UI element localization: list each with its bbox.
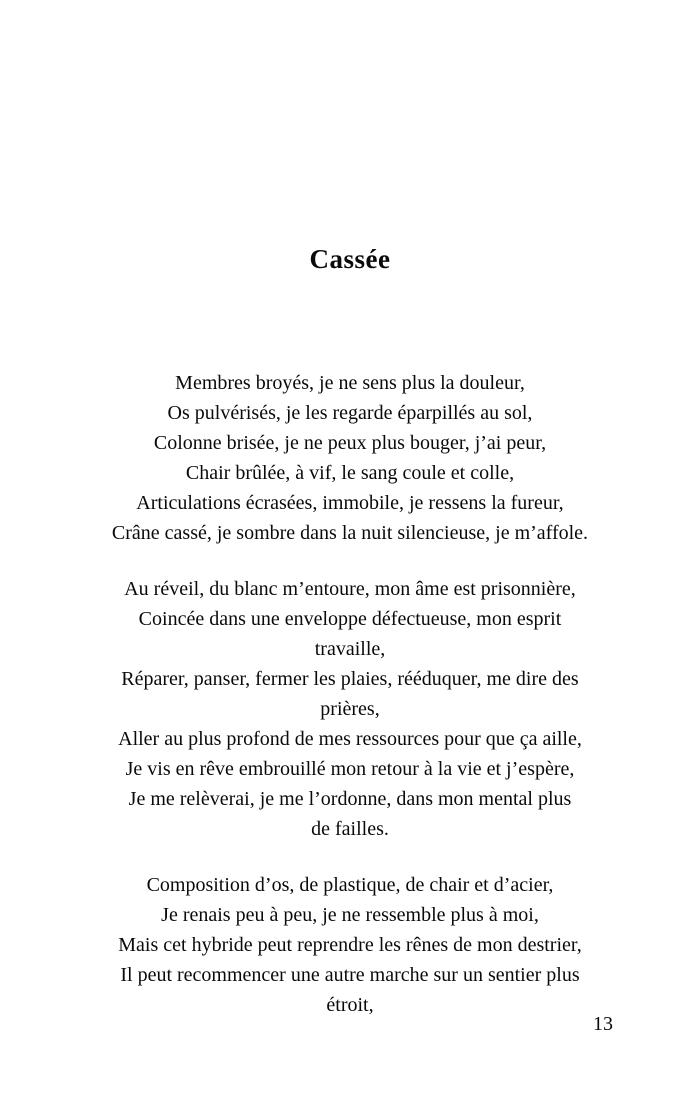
poem-line: Je me relèverai, je me l’ordonne, dans mon mental plus (128, 788, 572, 810)
stanza-2 (84, 574, 616, 844)
poem-line: Chair brûlée, à vif, le sang coule et colle, (185, 462, 515, 484)
poem-line: Os pulvérisés, je les regarde éparpillés au sol, (167, 402, 533, 424)
poem-line: Aller au plus profond de mes ressources pour que ça aille, (118, 728, 582, 750)
poem-line: Articulations écrasées, immobile, je ressens la fureur, (136, 492, 564, 514)
poem-line: Mais cet hybride peut reprendre les rênes de mon destrier, (118, 934, 582, 956)
poem-body (84, 368, 616, 1020)
poem-line: Je renais peu à peu, je ne ressemble plus à moi, (161, 904, 539, 926)
poem-line: prières, (320, 698, 380, 720)
poem-title: Cassée (309, 244, 391, 274)
poem-line: Crâne cassé, je sombre dans la nuit silencieuse, je m’affole. (111, 522, 589, 544)
poem-line: Au réveil, du blanc m’entoure, mon âme est prisonnière, (124, 578, 576, 600)
poem-line: Il peut recommencer une autre marche sur un sentier plus (120, 964, 580, 986)
poem-line: Colonne brisée, je ne peux plus bouger, j’ai peur, (153, 432, 547, 454)
poem-line: Coincée dans une enveloppe défectueuse, mon esprit (138, 608, 562, 630)
stanza-3 (84, 870, 616, 1020)
poem-line: Composition d’os, de plastique, de chair et d’acier, (146, 874, 554, 896)
poem-line: travaille, (314, 638, 386, 660)
poem-line: Je vis en rêve embrouillé mon retour à la vie et j’espère, (125, 758, 575, 780)
page-number: 13 (593, 1013, 613, 1035)
stanza-1 (84, 368, 616, 548)
poem-line: de failles. (311, 818, 389, 840)
poem-line: étroit, (326, 994, 374, 1016)
poem-line: Membres broyés, je ne sens plus la douleur, (175, 372, 525, 394)
poem-line: Réparer, panser, fermer les plaies, rééduquer, me dire des (121, 668, 579, 690)
